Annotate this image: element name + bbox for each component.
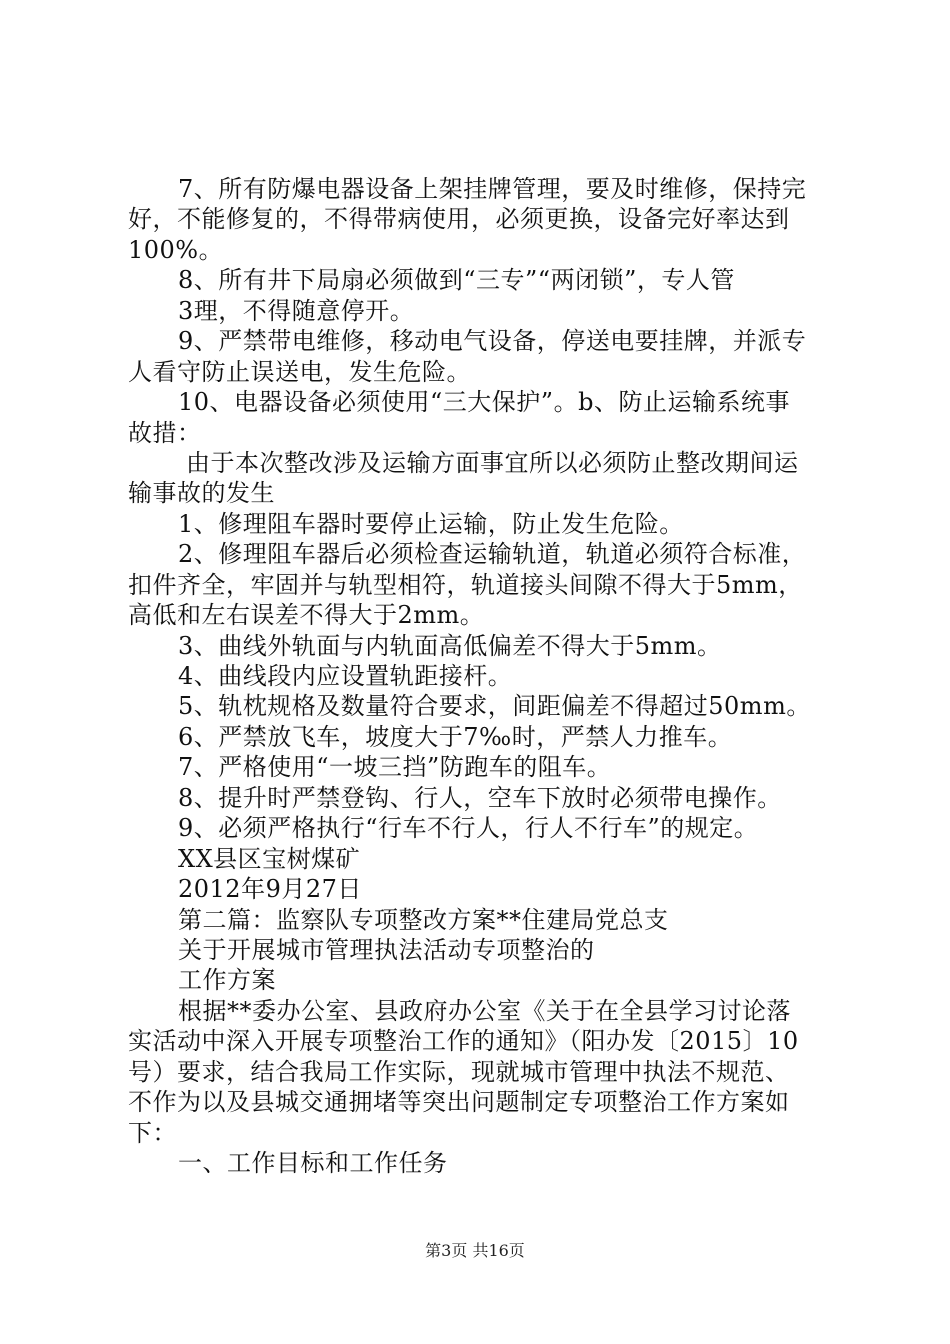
text-line: 7、严格使用“一坡三挡”防跑车的阻车。 (178, 753, 612, 781)
text-line: 8、提升时严禁登钩、行人，空车下放时必须带电操作。 (178, 784, 782, 812)
text-line: 输事故的发生 (128, 479, 275, 507)
text-line: 由于本次整改涉及运输方面事宜所以必须防止整改期间运 (186, 449, 799, 477)
text-line: 9、必须严格执行“行车不行人，行人不行车”的规定。 (178, 814, 759, 842)
text-line: 实活动中深入开展专项整治工作的通知》（阳办发〔2015〕10 (128, 1027, 799, 1055)
text-line: 故措： (128, 419, 202, 447)
text-line: 一、工作目标和工作任务 (178, 1149, 448, 1177)
page-footer: 第3页 共16页 (425, 1241, 525, 1260)
text-line: 9、严禁带电维修，移动电气设备，停送电要挂牌，并派专 (178, 327, 807, 355)
text-line: 高低和左右误差不得大于2mm。 (128, 601, 485, 629)
text-line: XX县区宝树煤矿 (178, 845, 361, 873)
text-line: 第二篇：监察队专项整改方案**住建局党总支 (178, 906, 669, 934)
text-line: 10、电器设备必须使用“三大保护”。b、防止运输系统事 (178, 388, 790, 416)
text-line: 5、轨枕规格及数量符合要求，间距偏差不得超过50mm。 (178, 692, 811, 720)
text-line: 8、所有井下局扇必须做到“三专”“两闭锁”，专人管 (178, 266, 735, 294)
text-line: 工作方案 (178, 966, 276, 994)
text-line: 3理，不得随意停开。 (178, 297, 415, 325)
text-line: 6、严禁放飞车，坡度大于7‰时，严禁人力推车。 (178, 723, 733, 751)
text-line: 1、修理阻车器时要停止运输，防止发生危险。 (178, 510, 684, 538)
text-line: 好，不能修复的，不得带病使用，必须更换，设备完好率达到 (128, 205, 790, 233)
text-line: 根据**委办公室、县政府办公室《关于在全县学习讨论落 (178, 997, 791, 1025)
text-line: 下： (128, 1119, 177, 1147)
text-line: 2012年9月27日 (178, 875, 362, 903)
text-line: 号）要求，结合我局工作实际，现就城市管理中执法不规范、 (128, 1058, 790, 1086)
text-line: 4、曲线段内应设置轨距接杆。 (178, 662, 513, 690)
text-line: 7、所有防爆电器设备上架挂牌管理，要及时维修，保持完 (178, 175, 807, 203)
text-line: 2、修理阻车器后必须检查运输轨道，轨道必须符合标准， (178, 540, 807, 568)
text-line: 关于开展城市管理执法活动专项整治的 (178, 936, 595, 964)
text-line: 扣件齐全，牢固并与轨型相符，轨道接头间隙不得大于5mm， (128, 571, 803, 599)
text-line: 3、曲线外轨面与内轨面高低偏差不得大于5mm。 (178, 632, 722, 660)
text-line: 不作为以及县城交通拥堵等突出问题制定专项整治工作方案如 (128, 1088, 790, 1116)
text-line: 人看守防止误送电，发生危险。 (128, 358, 471, 386)
text-line: 100%。 (128, 236, 224, 264)
